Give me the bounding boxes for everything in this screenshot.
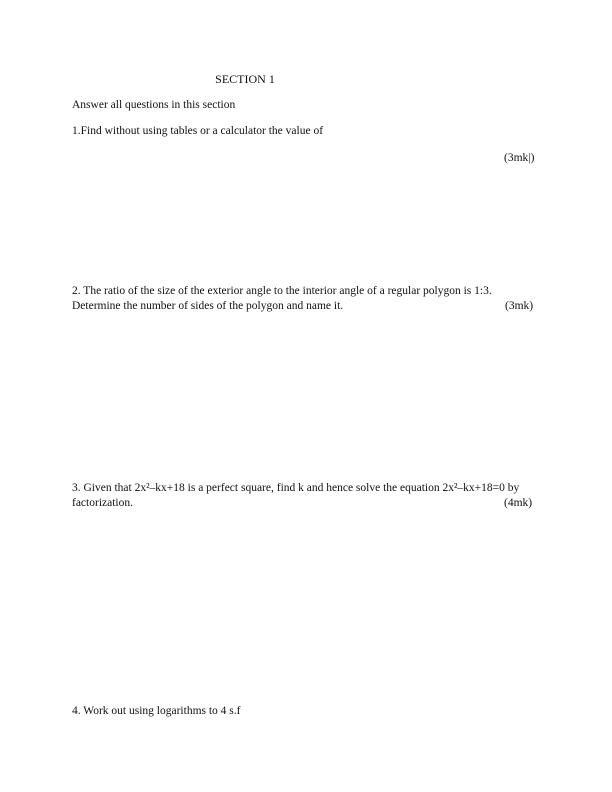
question-1-text: 1.Find without using tables or a calculator the value of bbox=[72, 125, 324, 137]
question-2-text-line-1: 2. The ratio of the size of the exterior angle to the interior angle of a regular polygon is 1:3. bbox=[72, 285, 492, 297]
question-1-marks: (3mk|) bbox=[504, 152, 535, 164]
question-3-text-line-1: 3. Given that 2x²–kx+18 is a perfect square, find k and hence solve the equation 2x²–kx+18=0 by bbox=[72, 482, 520, 494]
question-2-marks: (3mk) bbox=[505, 300, 534, 312]
section-title: SECTION 1 bbox=[215, 72, 275, 86]
question-3-text-line-2: factorization. bbox=[72, 497, 133, 509]
question-3-marks: (4mk) bbox=[504, 497, 533, 509]
instructions-text: Answer all questions in this section bbox=[72, 99, 236, 111]
question-4-text: 4. Work out using logarithms to 4 s.f bbox=[72, 705, 241, 717]
question-2-text-line-2: Determine the number of sides of the polygon and name it. bbox=[72, 300, 344, 312]
